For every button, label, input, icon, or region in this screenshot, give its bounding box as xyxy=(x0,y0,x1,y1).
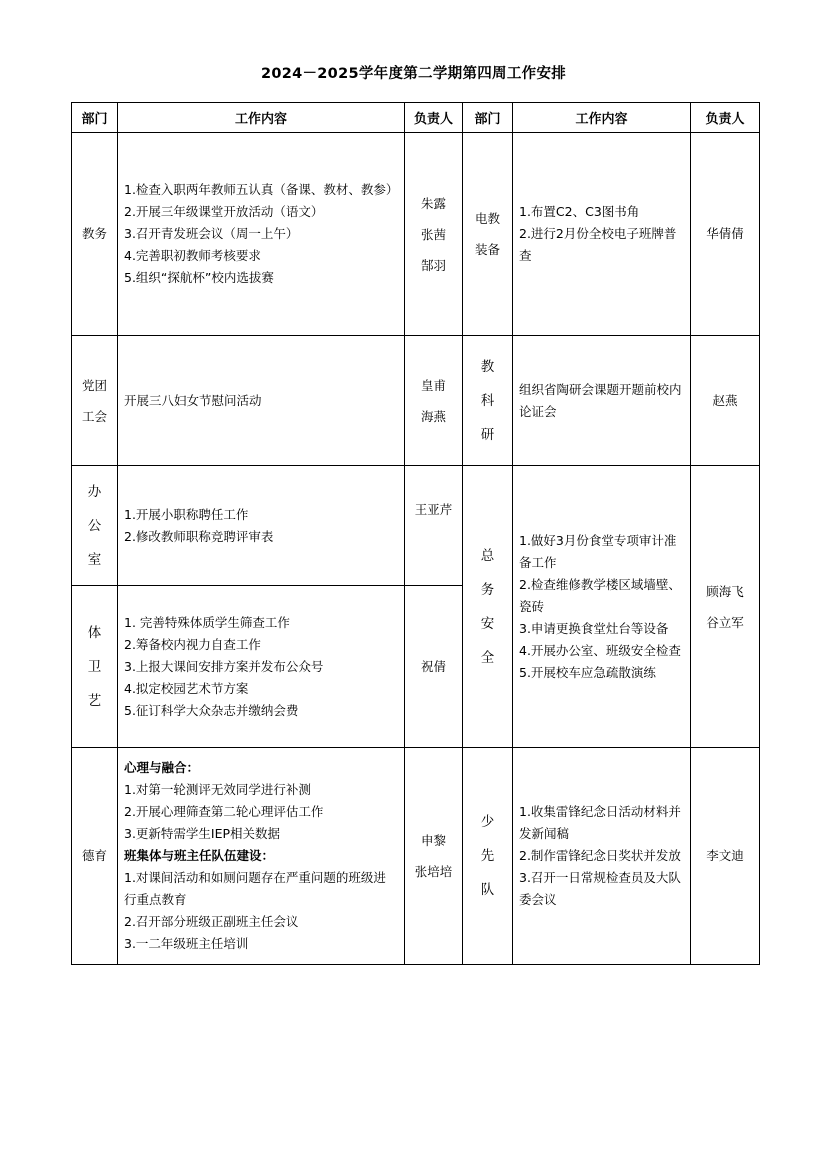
dept-char: 办 xyxy=(87,483,102,500)
owner-cell: 王亚芹 xyxy=(405,466,463,586)
owner-name: 皇甫 xyxy=(420,377,446,393)
owner-name: 朱露 xyxy=(420,195,446,211)
list-item: 3.上报大课间安排方案并发布公众号 xyxy=(124,658,324,674)
list-item: 2.开展心理筛查第二轮心理评估工作 xyxy=(124,804,324,819)
list-item: 3.更新特需学生IEP相关数据 xyxy=(124,826,281,841)
list-item: 2.修改教师职称竞聘评审表 xyxy=(124,528,274,544)
content-cell xyxy=(513,336,691,466)
list-item: 1.检查入职两年教师五认真（备课、教材、教参） xyxy=(124,182,399,197)
owner-cell xyxy=(405,336,463,466)
list-item: 1.对课间活动和如厕问题存在严重问题的班级进行重点教育 xyxy=(124,870,386,907)
table-row xyxy=(72,466,760,586)
list-item: 3.一二年级班主任培训 xyxy=(124,936,249,951)
list-item: 4.开展办公室、班级安全检查 xyxy=(519,642,681,658)
owner-name: 谷立军 xyxy=(706,614,744,630)
dept-cell xyxy=(463,133,513,336)
content-cell xyxy=(118,133,405,336)
owner-cell: 华倩倩 xyxy=(691,133,760,336)
table-row xyxy=(72,748,760,965)
header-content-left: 工作内容 xyxy=(118,103,405,133)
list-item: 1.对第一轮测评无效同学进行补测 xyxy=(124,782,311,797)
list-item: 2.进行2月份全校电子班牌普查 xyxy=(519,226,677,263)
owner-name: 张茜 xyxy=(420,226,446,242)
list-item: 4.完善职初教师考核要求 xyxy=(124,248,261,263)
list-item: 1.布置C2、C3图书角 xyxy=(519,204,640,219)
dept-char: 电教 xyxy=(474,211,500,226)
dept-char: 队 xyxy=(480,882,495,898)
dept-char: 装备 xyxy=(474,242,500,257)
dept-cell xyxy=(463,466,513,748)
dept-cell xyxy=(72,336,118,466)
content-cell xyxy=(118,586,405,748)
list-item: 2.检查维修教学楼区域墙壁、瓷砖 xyxy=(519,576,681,614)
list-item: 2.筹备校内视力自查工作 xyxy=(124,636,261,652)
owner-cell: 祝倩 xyxy=(405,586,463,748)
header-dept-left: 部门 xyxy=(72,103,118,133)
owner-cell xyxy=(691,466,760,748)
dept-cell xyxy=(72,466,118,586)
page-title: 2024－2025学年度第二学期第四周工作安排 xyxy=(260,66,567,82)
dept-char: 科 xyxy=(480,392,495,409)
dept-char: 卫 xyxy=(87,658,102,675)
dept-char: 先 xyxy=(480,848,495,864)
section-heading: 心理与融合： xyxy=(124,760,200,775)
header-dept-right: 部门 xyxy=(463,103,513,133)
header-row xyxy=(72,103,760,133)
dept-char: 研 xyxy=(480,426,495,443)
list-item: 1.做好3月份食堂专项审计准备工作 xyxy=(519,532,677,570)
content-cell xyxy=(513,466,691,748)
owner-cell xyxy=(405,748,463,965)
header-content-right: 工作内容 xyxy=(513,103,691,133)
list-item: 1. 完善特殊体质学生筛查工作 xyxy=(124,614,290,630)
owner-name: 郜羽 xyxy=(420,257,446,273)
table-row xyxy=(72,133,760,336)
list-item: 组织省陶研会课题开题前校内论证会 xyxy=(519,381,682,419)
dept-cell xyxy=(72,586,118,748)
dept-cell xyxy=(463,748,513,965)
owner-cell: 赵燕 xyxy=(691,336,760,466)
list-item: 开展三八妇女节慰问活动 xyxy=(124,392,262,408)
dept-char: 工会 xyxy=(81,408,107,424)
content-cell xyxy=(118,748,405,965)
dept-char: 总 xyxy=(480,547,495,564)
list-item: 2.召开部分班级正副班主任会议 xyxy=(124,914,299,929)
list-item: 3.申请更换食堂灶台等设备 xyxy=(519,620,669,636)
list-item: 3.召开青发班会议（周一上午） xyxy=(124,226,299,241)
dept-char: 安 xyxy=(480,615,495,632)
dept-char: 务 xyxy=(480,581,495,598)
work-schedule-table xyxy=(71,102,760,965)
content-cell xyxy=(513,133,691,336)
list-item: 1.开展小职称聘任工作 xyxy=(124,506,249,522)
dept-char: 党团 xyxy=(81,377,107,393)
dept-cell: 教务 xyxy=(72,133,118,336)
list-item: 3.召开一日常规检查员及大队委会议 xyxy=(519,870,681,907)
content-cell xyxy=(118,336,405,466)
dept-char: 艺 xyxy=(87,692,102,709)
header-owner-left: 负责人 xyxy=(405,103,463,133)
owner-cell xyxy=(405,133,463,336)
list-item: 2.开展三年级课堂开放活动（语文） xyxy=(124,204,324,219)
dept-cell xyxy=(463,336,513,466)
dept-char: 少 xyxy=(480,814,495,830)
list-item: 2.制作雷锋纪念日奖状并发放 xyxy=(519,848,681,863)
content-cell xyxy=(513,748,691,965)
list-item: 5.开展校车应急疏散演练 xyxy=(519,664,656,680)
owner-name: 申黎 xyxy=(420,833,446,848)
list-item: 5.组织“探航杯”校内选拔赛 xyxy=(124,270,274,285)
list-item: 4.拟定校园艺术节方案 xyxy=(124,680,249,696)
header-owner-right: 负责人 xyxy=(691,103,760,133)
list-item: 5.征订科学大众杂志并缴纳会费 xyxy=(124,702,299,718)
list-item: 1.收集雷锋纪念日活动材料并发新闻稿 xyxy=(519,804,681,841)
content-cell xyxy=(118,466,405,586)
owner-name: 张培培 xyxy=(414,864,453,879)
owner-name: 顾海飞 xyxy=(706,583,744,599)
dept-char: 室 xyxy=(87,551,102,568)
table-row xyxy=(72,336,760,466)
dept-char: 体 xyxy=(87,624,102,641)
dept-char: 教 xyxy=(480,358,495,375)
section-heading: 班集体与班主任队伍建设： xyxy=(124,848,275,863)
dept-char: 公 xyxy=(87,517,102,534)
owner-name: 海燕 xyxy=(420,408,446,424)
dept-char: 全 xyxy=(480,649,495,666)
owner-cell: 李文迪 xyxy=(691,748,760,965)
dept-cell: 德育 xyxy=(72,748,118,965)
